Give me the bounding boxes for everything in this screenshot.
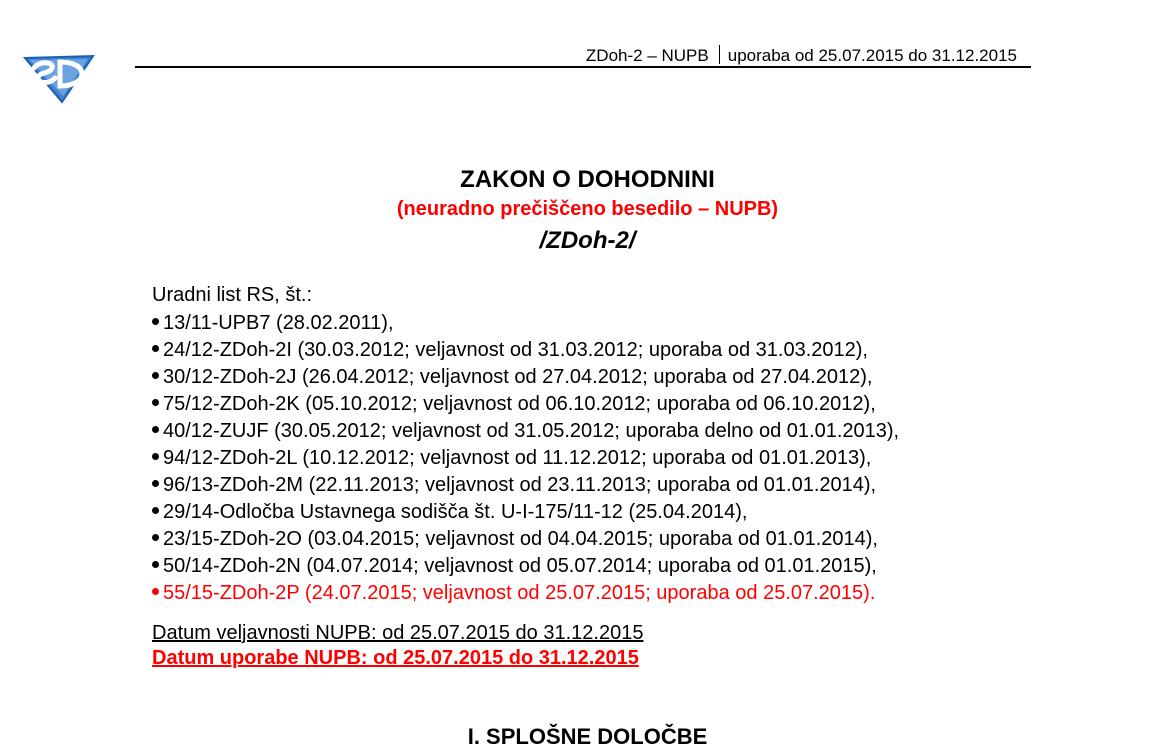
gazette-entry — [152, 526, 899, 553]
bullet-icon — [152, 399, 159, 406]
gazette-entry-text: 55/15-ZDoh-2P (24.07.2015; veljavnost od 25.07.2015; uporaba od 25.07.2015). — [163, 582, 876, 604]
validity-date-line: Datum veljavnosti NUPB: od 25.07.2015 do 31.12.2015 — [152, 622, 644, 644]
gazette-entry-text: 24/12-ZDoh-2I (30.03.2012; veljavnost od 31.03.2012; uporaba od 31.03.2012), — [163, 339, 868, 361]
usage-date-line: Datum uporabe NUPB: od 25.07.2015 do 31.12.2015 — [152, 647, 639, 669]
gazette-entry — [152, 364, 899, 391]
bullet-icon — [152, 507, 159, 514]
bullet-icon — [152, 372, 159, 379]
gazette-entry — [152, 337, 899, 364]
header-usage-period: uporaba od 25.07.2015 do 31.12.2015 — [727, 46, 1017, 65]
gazette-entry — [152, 418, 899, 445]
bullet-icon — [152, 426, 159, 433]
gazette-entry-current — [152, 580, 899, 607]
bullet-icon — [152, 345, 159, 352]
gazette-entry-text: 29/14-Odločba Ustavnega sodišča št. U-I-175/11-12 (25.04.2014), — [163, 501, 748, 523]
document-abbreviation: /ZDoh-2/ — [539, 227, 636, 254]
bullet-icon — [152, 480, 159, 487]
gazette-entry-text: 50/14-ZDoh-2N (04.07.2014; veljavnost od 05.07.2014; uporaba od 01.01.2015), — [163, 555, 877, 577]
gazette-entry-text: 23/15-ZDoh-2O (03.04.2015; veljavnost od 04.04.2015; uporaba od 01.01.2014), — [163, 528, 878, 550]
header-text — [586, 45, 1017, 66]
bullet-icon — [152, 318, 159, 325]
gazette-label: Uradni list RS, št.: — [152, 284, 313, 306]
gazette-entries — [152, 310, 899, 607]
gazette-entry — [152, 310, 899, 337]
gazette-entry-text: 40/12-ZUJF (30.05.2012; veljavnost od 31.05.2012; uporaba delno od 01.01.2013), — [163, 420, 900, 442]
bullet-icon — [152, 534, 159, 541]
gazette-entry-text: 94/12-ZDoh-2L (10.12.2012; veljavnost od 11.12.2012; uporaba od 01.01.2013), — [163, 447, 872, 469]
gazette-entry — [152, 553, 899, 580]
gazette-entry — [152, 499, 899, 526]
gazette-entry-text: 13/11-UPB7 (28.02.2011), — [163, 312, 394, 334]
page-header — [135, 44, 1031, 68]
gazette-entry-text: 96/13-ZDoh-2M (22.11.2013; veljavnost od 23.11.2013; uporaba od 01.01.2014), — [163, 474, 877, 496]
gazette-entry — [152, 445, 899, 472]
bullet-icon — [152, 453, 159, 460]
gazette-entry-text: 75/12-ZDoh-2K (05.10.2012; veljavnost od 06.10.2012; uporaba od 06.10.2012), — [163, 393, 876, 415]
chapter-heading: I. SPLOŠNE DOLOČBE — [467, 724, 708, 749]
header-separator — [719, 45, 720, 64]
header-doc-code: ZDoh-2 – NUPB — [585, 46, 709, 65]
logo-icon — [22, 50, 96, 104]
gazette-entry — [152, 391, 899, 418]
bullet-icon — [152, 561, 159, 568]
document-subtitle: (neuradno prečiščeno besedilo – NUPB) — [396, 198, 779, 220]
document-title: ZAKON O DOHODNINI — [460, 166, 715, 193]
gazette-entry-text: 30/12-ZDoh-2J (26.04.2012; veljavnost od 27.04.2012; uporaba od 27.04.2012), — [163, 366, 873, 388]
bullet-icon — [152, 588, 159, 595]
gazette-entry — [152, 472, 899, 499]
